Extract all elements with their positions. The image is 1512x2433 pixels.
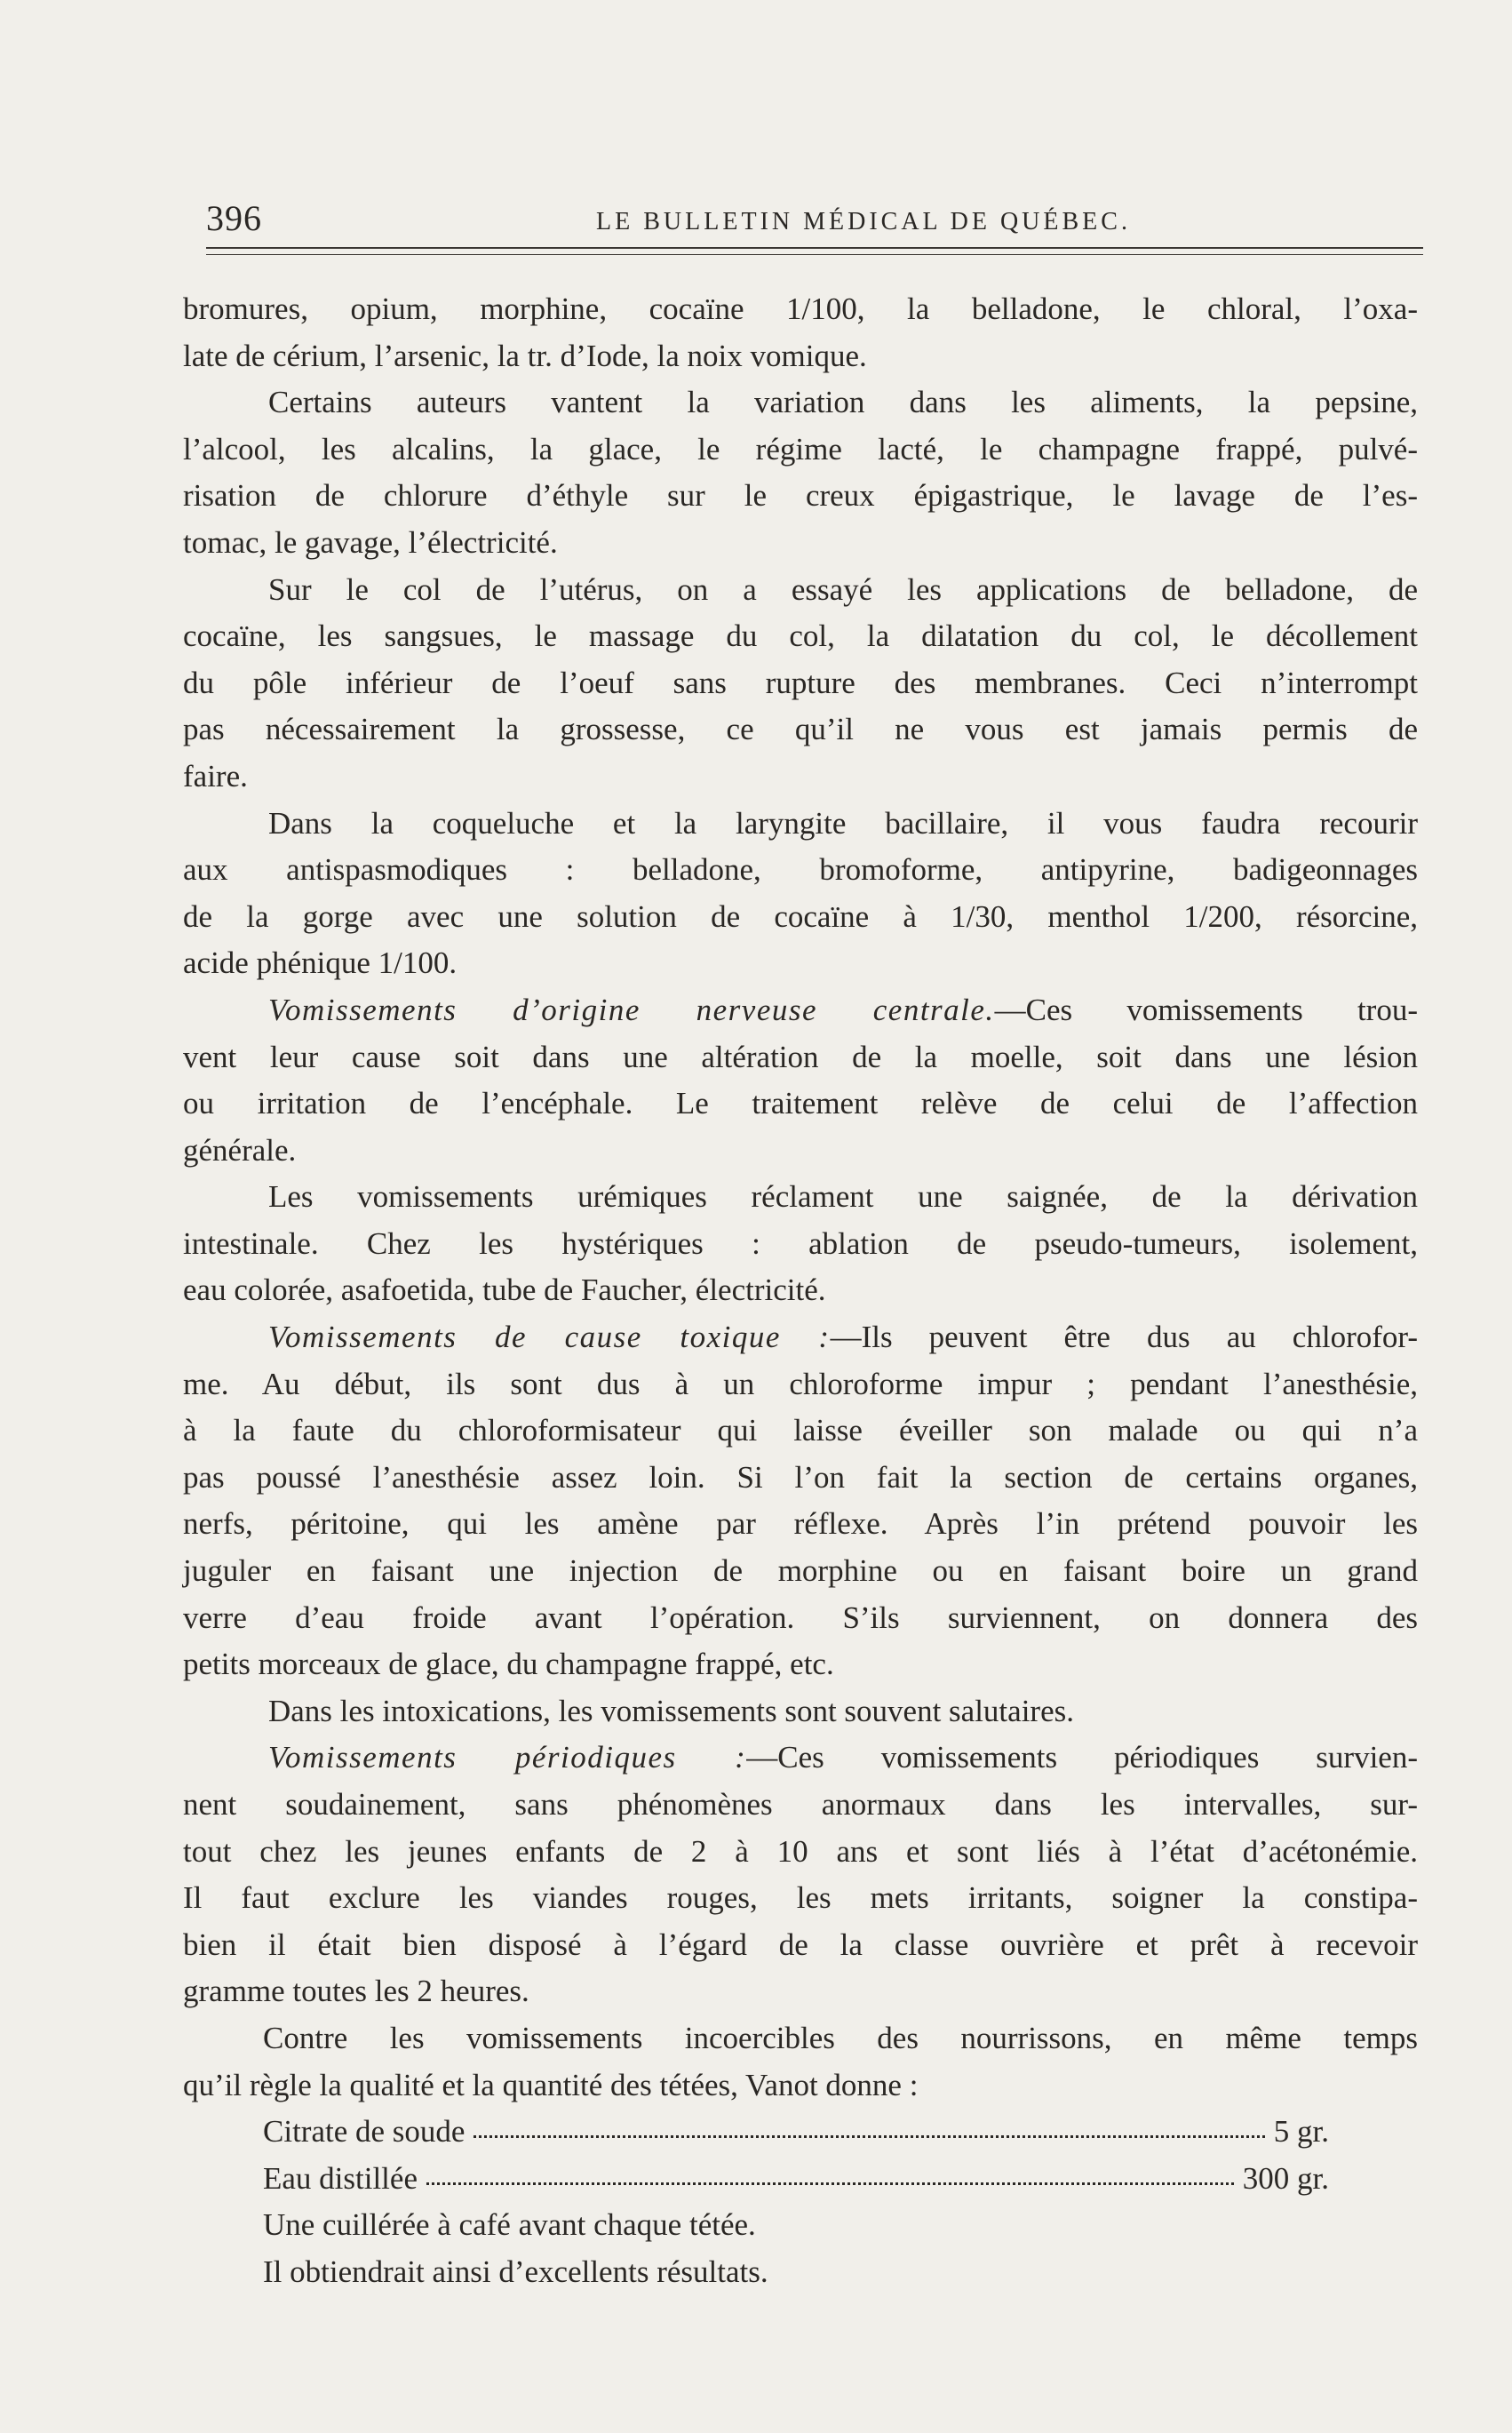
recipe-quantity: 300 gr.	[1242, 2160, 1329, 2196]
text-line: juguler en faisant une injection de morphine ou en faisant boire un grand	[183, 1553, 1418, 1589]
text-line: l’alcool, les alcalins, la glace, le régime lacté, le champagne frappé, pulvé-	[183, 431, 1418, 467]
text-fragment: —Ces vomissements périodiques survien-	[746, 1740, 1418, 1775]
text-line: Sur le col de l’utérus, on a essayé les applications de belladone, de	[268, 571, 1418, 607]
header-rule-thin	[206, 254, 1423, 255]
text-line: ou irritation de l’encéphale. Le traitement relève de celui de l’affection	[183, 1086, 1418, 1121]
text-line: pas nécessairement la grossesse, ce qu’il ne vous est jamais permis de	[183, 712, 1418, 747]
section-heading: Vomissements d’origine nerveuse centrale.	[268, 992, 995, 1027]
recipe-ingredient: Citrate de soude	[263, 2114, 466, 2150]
text-line: risation de chlorure d’éthyle sur le creux épigastrique, le lavage de l’es-	[183, 478, 1418, 514]
text-line: verre d’eau froide avant l’opération. S’ils surviennent, on donnera des	[183, 1599, 1418, 1635]
text-line: tout chez les jeunes enfants de 2 à 10 ans et sont liés à l’état d’acétonémie.	[183, 1833, 1418, 1869]
text-line: Une cuillérée à café avant chaque tétée.	[263, 2207, 756, 2243]
text-line: intestinale. Chez les hystériques : ablation de pseudo-tumeurs, isolement,	[183, 1225, 1418, 1261]
text-line: acide phénique 1/100.	[183, 945, 458, 981]
section-heading: Vomissements périodiques :	[268, 1740, 747, 1775]
text-line: Certains auteurs vantent la variation dans les aliments, la pepsine,	[268, 385, 1418, 420]
text-line: petits morceaux de glace, du champagne frappé, etc.	[183, 1647, 834, 1682]
text-line: cocaïne, les sangsues, le massage du col, la dilatation du col, le décollement	[183, 618, 1418, 654]
text-line: gramme toutes les 2 heures.	[183, 1974, 529, 2009]
section-heading-line	[183, 1314, 1418, 1361]
text-fragment: —Ces vomissements trou-	[994, 992, 1418, 1027]
text-line: Il obtiendrait ainsi d’excellents résultats.	[263, 2254, 768, 2289]
text-fragment: —Ils peuvent être dus au chlorofor-	[830, 1320, 1418, 1355]
text-line: qu’il règle la qualité et la quantité des tétées, Vanot donne :	[183, 2067, 919, 2102]
recipe-item	[183, 2109, 1418, 2156]
recipe-item	[183, 2156, 1418, 2203]
text-line: aux antispasmodiques : belladone, bromoforme, antipyrine, badigeonnages	[183, 852, 1418, 888]
text-line: vent leur cause soit dans une altération de la moelle, soit dans une lésion	[183, 1039, 1418, 1074]
recipe-ingredient: Eau distillée	[263, 2160, 418, 2196]
recipe-quantity: 5 gr.	[1273, 2114, 1329, 2150]
section-heading: Vomissements de cause toxique :	[268, 1320, 831, 1355]
section-heading-line	[183, 1735, 1418, 1782]
text-line: du pôle inférieur de l’oeuf sans rupture des membranes. Ceci n’interrompt	[183, 665, 1418, 700]
page-number: 396	[206, 198, 262, 238]
text-line: de la gorge avec une solution de cocaïne à 1/30, menthol 1/200, résorcine,	[183, 898, 1418, 934]
text-line: faire.	[183, 758, 248, 794]
header-rule	[206, 247, 1423, 249]
text-line: me. Au début, ils sont dus à un chloroforme impur ; pendant l’anesthésie,	[183, 1366, 1418, 1401]
text-line: bromures, opium, morphine, cocaïne 1/100, la belladone, le chloral, l’oxa-	[183, 291, 1418, 326]
text-line: Dans les intoxications, les vomissements sont souvent salutaires.	[268, 1693, 1074, 1728]
text-line: Les vomissements urémiques réclament une saignée, de la dérivation	[268, 1179, 1418, 1215]
text-line: tomac, le gavage, l’électricité.	[183, 524, 558, 560]
text-line: bien il était bien disposé à l’égard de la classe ouvrière et prêt à recevoir	[183, 1926, 1418, 1962]
text-line: nent soudainement, sans phénomènes anormaux dans les intervalles, sur-	[183, 1787, 1418, 1822]
text-line: nerfs, péritoine, qui les amène par réflexe. Après l’in prétend pouvoir les	[183, 1506, 1418, 1542]
text-line: pas poussé l’anesthésie assez loin. Si l’on fait la section de certains organes,	[183, 1459, 1418, 1495]
text-line: Dans la coqueluche et la laryngite bacillaire, il vous faudra recourir	[268, 805, 1418, 841]
text-line: à la faute du chloroformisateur qui laisse éveiller son malade ou qui n’a	[183, 1413, 1418, 1448]
text-line: late de cérium, l’arsenic, la tr. d’Iode, la noix vomique.	[183, 338, 867, 373]
text-line: générale.	[183, 1132, 297, 1168]
text-line: Contre les vomissements incoercibles des nourrissons, en même temps	[263, 2020, 1418, 2055]
text-line: eau colorée, asafoetida, tube de Faucher, électricité.	[183, 1272, 826, 1308]
text-line: Il faut exclure les viandes rouges, les mets irritants, soigner la constipa-	[183, 1880, 1418, 1916]
body-text	[183, 286, 1418, 2296]
section-heading-line	[183, 987, 1418, 1034]
page-header	[206, 197, 1423, 242]
leader-dots	[473, 2109, 1264, 2138]
running-head: LE BULLETIN MÉDICAL DE QUÉBEC.	[596, 208, 1131, 235]
leader-dots	[426, 2156, 1234, 2185]
